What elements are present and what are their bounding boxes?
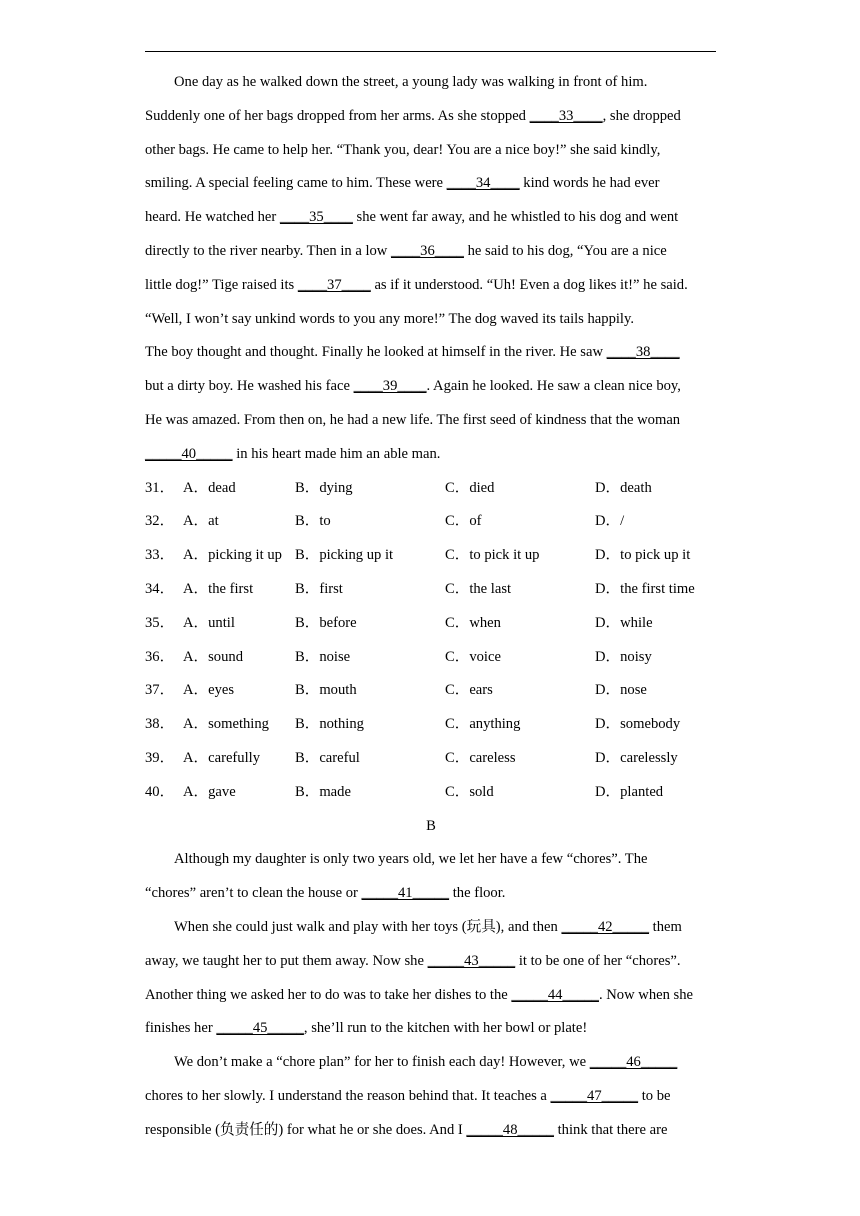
passage-text: it to be one of her “chores”. — [515, 952, 681, 969]
option-d: D．nose — [595, 682, 647, 699]
question-number: 31． — [145, 479, 175, 496]
option-c: C．died — [445, 479, 495, 496]
answer-blank: _____45_____ — [216, 1020, 304, 1037]
passage-line — [145, 404, 717, 438]
question-number: 33． — [145, 547, 175, 564]
option-d: D．/ — [595, 513, 625, 530]
option-c: C．the last — [445, 580, 512, 597]
passage-text: in his heart made him an able man. — [232, 445, 441, 462]
passage-text: away, we taught her to put them away. Now she — [145, 952, 428, 969]
section-b-heading: B — [426, 817, 436, 834]
question-number: 34． — [145, 580, 175, 597]
header-rule — [145, 51, 716, 52]
option-c: C．to pick it up — [445, 547, 540, 564]
passage-text: Another thing we asked her to do was to take her dishes to the — [145, 986, 512, 1003]
passage-text: little dog!” Tige raised its — [145, 276, 298, 293]
passage-line — [145, 66, 717, 100]
answer-blank: ____33____ — [529, 107, 603, 124]
option-d: D．noisy — [595, 648, 652, 665]
answer-blank: _____47_____ — [550, 1087, 639, 1104]
option-d: D．death — [595, 479, 652, 496]
passage-line — [145, 370, 717, 404]
passage-line — [145, 843, 717, 877]
option-b: B．to — [295, 513, 331, 530]
passage-line — [145, 911, 717, 945]
option-b: B．picking up it — [295, 547, 394, 564]
option-b: B．nothing — [295, 716, 364, 733]
passage-line — [145, 1046, 717, 1080]
option-a: A．eyes — [183, 682, 235, 699]
option-d: D．the first time — [595, 580, 695, 597]
option-a: A．something — [183, 716, 269, 733]
question-number: 35． — [145, 614, 175, 631]
passage-text: Suddenly one of her bags dropped from her arms. As she stopped — [145, 107, 530, 124]
passage-text: them — [649, 918, 682, 935]
answer-blank: _____48_____ — [466, 1121, 554, 1138]
answer-blank: ____37____ — [297, 276, 371, 293]
option-c: C．of — [445, 513, 482, 530]
passage-text: responsible (负责任的) for what he or she does. And I — [145, 1121, 467, 1138]
option-b: B．made — [295, 783, 351, 800]
answer-blank: ____35____ — [279, 209, 353, 226]
question-row — [145, 573, 717, 607]
question-number: 38． — [145, 716, 175, 733]
passage-text: finishes her — [145, 1020, 217, 1037]
option-c: C．sold — [445, 783, 494, 800]
passage-text: but a dirty boy. He washed his face — [145, 378, 354, 395]
passage-line — [145, 235, 717, 269]
option-c: C．voice — [445, 648, 501, 665]
passage-line — [145, 1080, 717, 1114]
passage-line — [145, 979, 717, 1013]
option-b: B．before — [295, 614, 357, 631]
passage-text: to be — [638, 1087, 671, 1104]
question-row — [145, 674, 717, 708]
question-number: 36． — [145, 648, 175, 665]
question-row — [145, 708, 717, 742]
option-d: D．carelessly — [595, 749, 678, 766]
option-b: B．noise — [295, 648, 351, 665]
question-number: 39． — [145, 749, 175, 766]
option-a: A．at — [183, 513, 219, 530]
question-row — [145, 742, 717, 776]
passage-text: When she could just walk and play with her toys (玩具), and then — [174, 918, 562, 935]
passage-a — [145, 66, 717, 472]
passage-line — [145, 438, 717, 472]
option-b: B．dying — [295, 479, 353, 496]
option-b: B．careful — [295, 749, 360, 766]
passage-text: . Now when she — [598, 986, 693, 1003]
answer-blank: _____42_____ — [561, 918, 650, 935]
option-a: A．the first — [183, 580, 254, 597]
answer-blank: _____40_____ — [145, 445, 233, 462]
question-row — [145, 505, 717, 539]
question-number: 32． — [145, 513, 175, 530]
passage-line — [145, 877, 717, 911]
option-d: D．planted — [595, 783, 664, 800]
answer-blank: _____46_____ — [589, 1054, 678, 1071]
passage-text: , she dropped — [602, 107, 681, 124]
option-d: D．to pick up it — [595, 547, 691, 564]
passage-text: he said to his dog, “You are a nice — [463, 242, 667, 259]
document-page — [145, 66, 717, 1148]
passage-line — [145, 201, 717, 235]
answer-blank: ____36____ — [390, 242, 464, 259]
option-c: C．anything — [445, 716, 521, 733]
option-d: D．somebody — [595, 716, 681, 733]
passage-text: the floor. — [449, 885, 506, 902]
passage-text: kind words he had ever — [519, 175, 660, 192]
question-row — [145, 641, 717, 675]
passage-text: “chores” aren’t to clean the house or — [145, 885, 362, 902]
question-row — [145, 607, 717, 641]
passage-text: chores to her slowly. I understand the reason behind that. It teaches a — [145, 1087, 551, 1104]
passage-line — [145, 303, 717, 337]
option-b: B．mouth — [295, 682, 357, 699]
passage-text: “Well, I won’t say unkind words to you any more!” The dog waved its tails happily. — [145, 310, 634, 327]
passage-text: . Again he looked. He saw a clean nice boy, — [426, 378, 681, 395]
answer-blank: ____38____ — [606, 344, 680, 361]
question-number: 40． — [145, 783, 175, 800]
answer-blank: ____39____ — [353, 378, 427, 395]
option-a: A．until — [183, 614, 235, 631]
question-row — [145, 472, 717, 506]
option-c: C．ears — [445, 682, 493, 699]
option-c: C．careless — [445, 749, 516, 766]
passage-text: smiling. A special feeling came to him. These were — [145, 175, 447, 192]
passage-text: We don’t make a “chore plan” for her to finish each day! However, we — [174, 1054, 590, 1071]
option-c: C．when — [445, 614, 501, 631]
passage-line — [145, 134, 717, 168]
passage-text: heard. He watched her — [145, 209, 280, 226]
passage-text: Although my daughter is only two years old, we let her have a few “chores”. The — [174, 851, 648, 868]
option-a: A．dead — [183, 479, 236, 496]
passage-text: other bags. He came to help her. “Thank you, dear! You are a nice boy!” she said kindly, — [145, 141, 661, 158]
passage-b — [145, 843, 717, 1147]
option-d: D．while — [595, 614, 653, 631]
passage-line — [145, 1012, 717, 1046]
passage-text: One day as he walked down the street, a young lady was walking in front of him. — [174, 74, 648, 90]
question-number: 37． — [145, 682, 175, 699]
passage-text: The boy thought and thought. Finally he looked at himself in the river. He saw — [145, 344, 607, 361]
passage-text: directly to the river nearby. Then in a low — [145, 242, 391, 259]
passage-line — [145, 945, 717, 979]
passage-line — [145, 1114, 717, 1148]
passage-text: think that there are — [553, 1121, 668, 1138]
passage-text: , she’ll run to the kitchen with her bowl or plate! — [303, 1020, 588, 1037]
option-a: A．gave — [183, 783, 236, 800]
answer-blank: _____44_____ — [511, 986, 599, 1003]
question-row — [145, 539, 717, 573]
passage-line — [145, 100, 717, 134]
passage-line — [145, 167, 717, 201]
passage-text: He was amazed. From then on, he had a new life. The first seed of kindness that the woman — [145, 411, 681, 428]
option-a: A．carefully — [183, 749, 260, 766]
option-a: A．picking it up — [183, 547, 282, 564]
question-row — [145, 776, 717, 810]
passage-line — [145, 269, 717, 303]
answer-blank: ____34____ — [446, 175, 520, 192]
option-a: A．sound — [183, 648, 243, 665]
option-b: B．first — [295, 580, 343, 597]
question-options — [145, 472, 717, 810]
answer-blank: _____41_____ — [361, 885, 450, 902]
passage-line — [145, 336, 717, 370]
passage-text: she went far away, and he whistled to his dog and went — [352, 209, 679, 226]
passage-text: as if it understood. “Uh! Even a dog likes it!” he said. — [370, 276, 688, 293]
answer-blank: _____43_____ — [427, 952, 516, 969]
